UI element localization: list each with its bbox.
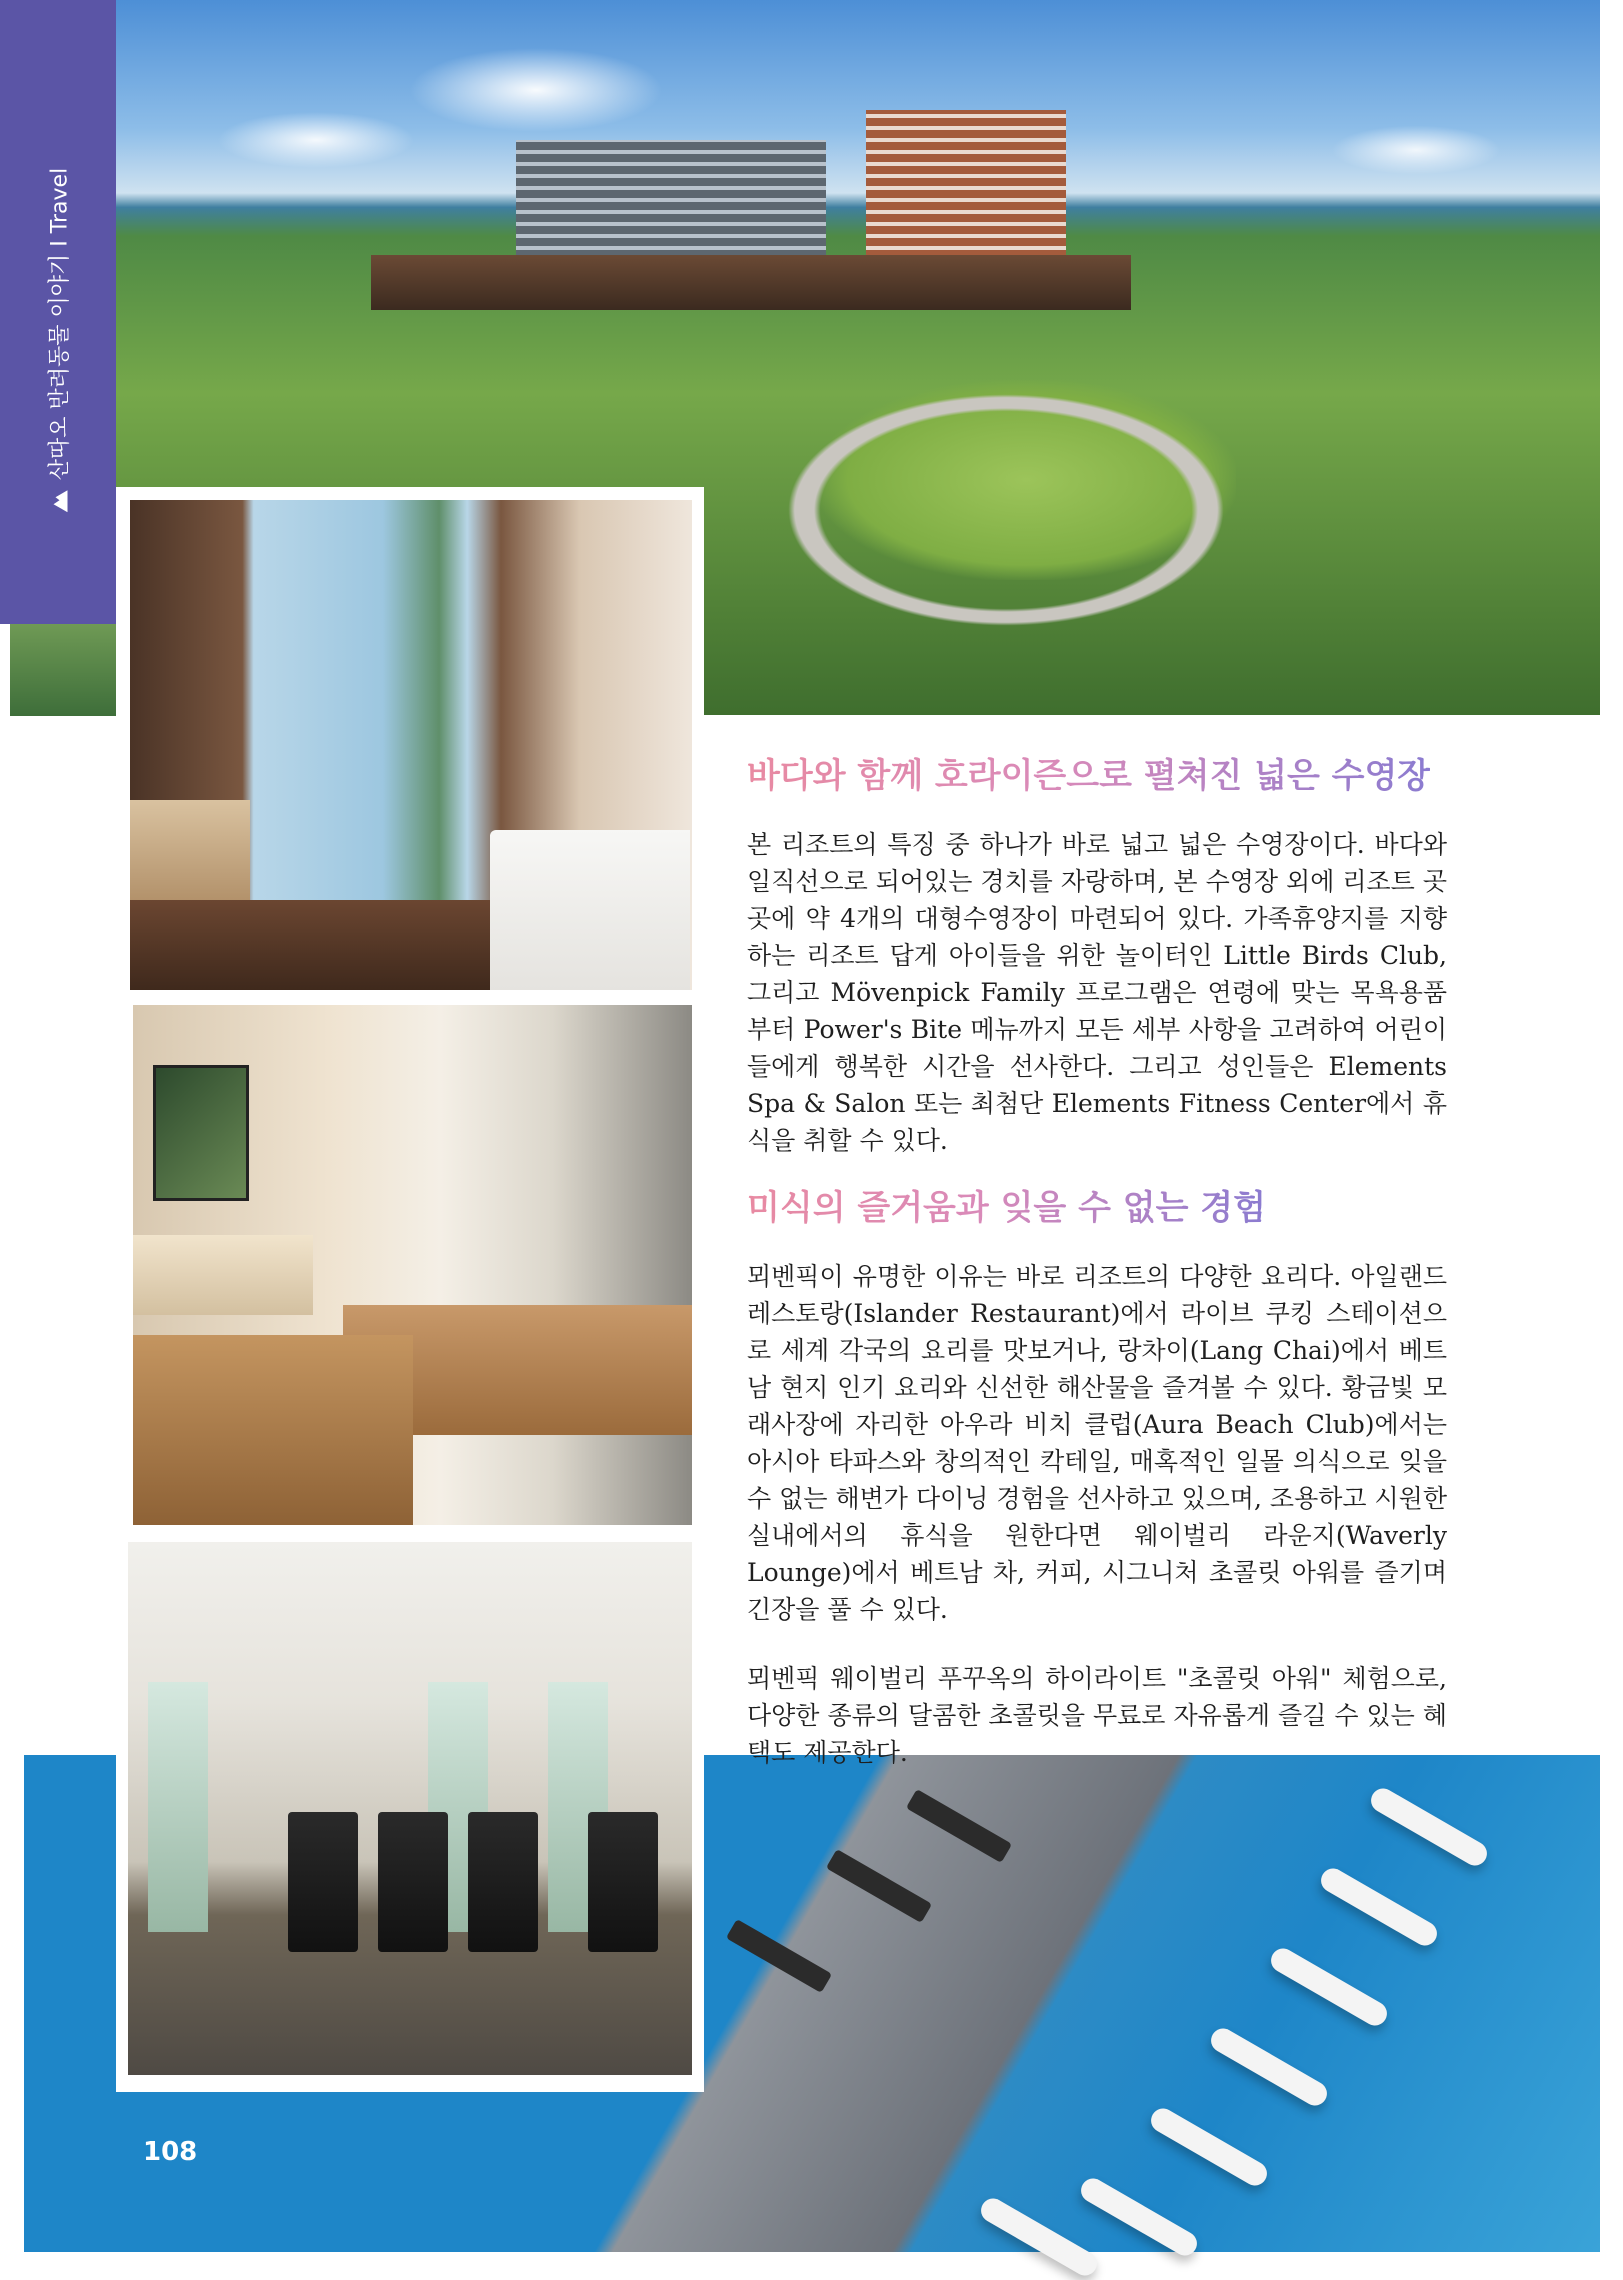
pool-lounger	[977, 2194, 1102, 2280]
section-note-chocolate: 뫼벤픽 웨이벌리 푸꾸옥의 하이라이트 "초콜릿 아워" 체험으로, 다양한 종류의 달콤한 초콜릿을 무료로 자유롭게 즐길 수 있는 혜택도 제공한다.	[747, 1664, 1447, 1767]
section-heading-dining: 미식의 즐거움과 잊을 수 없는 경험	[747, 1180, 1266, 1229]
room-floor	[130, 900, 490, 990]
gym-machine	[468, 1812, 538, 1952]
mountain-icon	[49, 490, 67, 512]
pool-lounger	[1207, 2024, 1332, 2110]
pool-lounger	[726, 1919, 832, 1993]
hotel-building-right	[866, 110, 1066, 270]
pool-lounger	[1147, 2104, 1272, 2190]
pool-lounger	[1267, 1944, 1392, 2030]
gym-machine	[288, 1812, 358, 1952]
pool-lounger	[906, 1789, 1012, 1863]
gym-window	[148, 1682, 208, 1932]
pool-lounger	[1367, 1784, 1492, 1870]
gym-machine	[588, 1812, 658, 1952]
pool-lounger	[1317, 1864, 1442, 1950]
section-tab-label	[43, 168, 74, 512]
spa-couch	[133, 1235, 313, 1315]
spa-room-photo	[133, 1005, 692, 1525]
massage-bed	[133, 1335, 413, 1525]
guest-room-photo	[130, 500, 692, 990]
resort-driveway	[656, 330, 1356, 690]
room-bed	[490, 830, 690, 990]
pool-lounger	[826, 1849, 932, 1923]
section-body-dining: 뫼벤픽이 유명한 이유는 바로 리조트의 다양한 요리다. 아일랜드 레스토랑(Islander Restaurant)에서 라이브 쿠킹 스테이션으로 세계 각국의 요리를 맛보거나, 랑차이(Lang Chai)에서 베트남 현지 인기 요리와 신선한 해산물을 즐겨볼 수 있다. 황금빛 모래사장에 자리한 아우라 비치 클럽(Aura Beach Club)에서는 아시아 타파스와 창의적인 칵테일, 매혹적인 일몰 의식으로 잊을 수 없는 해변가 다이닝 경험을 선사하고 있으며, 조용하고 시원한 실내에서의 휴식을 원한다면 웨이벌리 라운지(Waverly Lounge)에서 베트남 차, 커피, 시그니처 초콜릿 아워를 즐기며 긴장을 풀 수 있다.	[747, 1262, 1447, 1624]
page-number: 108	[143, 2137, 198, 2167]
wall-art	[153, 1065, 249, 1201]
pool-lounger	[1077, 2174, 1202, 2260]
fitness-center-photo	[128, 1542, 692, 2075]
section-tab-photo-strip	[10, 624, 116, 716]
section-body-pool: 본 리조트의 특징 중 하나가 바로 넓고 넓은 수영장이다. 바다와 일직선으로 되어있는 경치를 자랑하며, 본 수영장 외에 리조트 곳곳에 약 4개의 대형수영장이 마련되어 있다. 가족휴양지를 지향하는 리조트 답게 아이들을 위한 놀이터인 Little Birds Club, 그리고 Mövenpick Family 프로그램은 연령에 맞는 목욕용품부터 Power's Bite 메뉴까지 모든 세부 사항을 고려하여 어린이들에게 행복한 시간을 선사한다. 그리고 성인들은 Elements Spa & Salon 또는 최첨단 Elements Fitness Center에서 휴식을 취할 수 있다.	[747, 830, 1447, 1155]
hotel-building-left	[516, 140, 826, 270]
section-tab-text: 산따오 반려동물 이야기 I Travel	[47, 167, 73, 481]
hotel-lobby	[371, 255, 1131, 310]
gym-machine	[378, 1812, 448, 1952]
section-heading-pool: 바다와 함께 호라이즌으로 펼쳐진 넓은 수영장	[747, 748, 1430, 797]
room-sofa	[130, 800, 250, 900]
